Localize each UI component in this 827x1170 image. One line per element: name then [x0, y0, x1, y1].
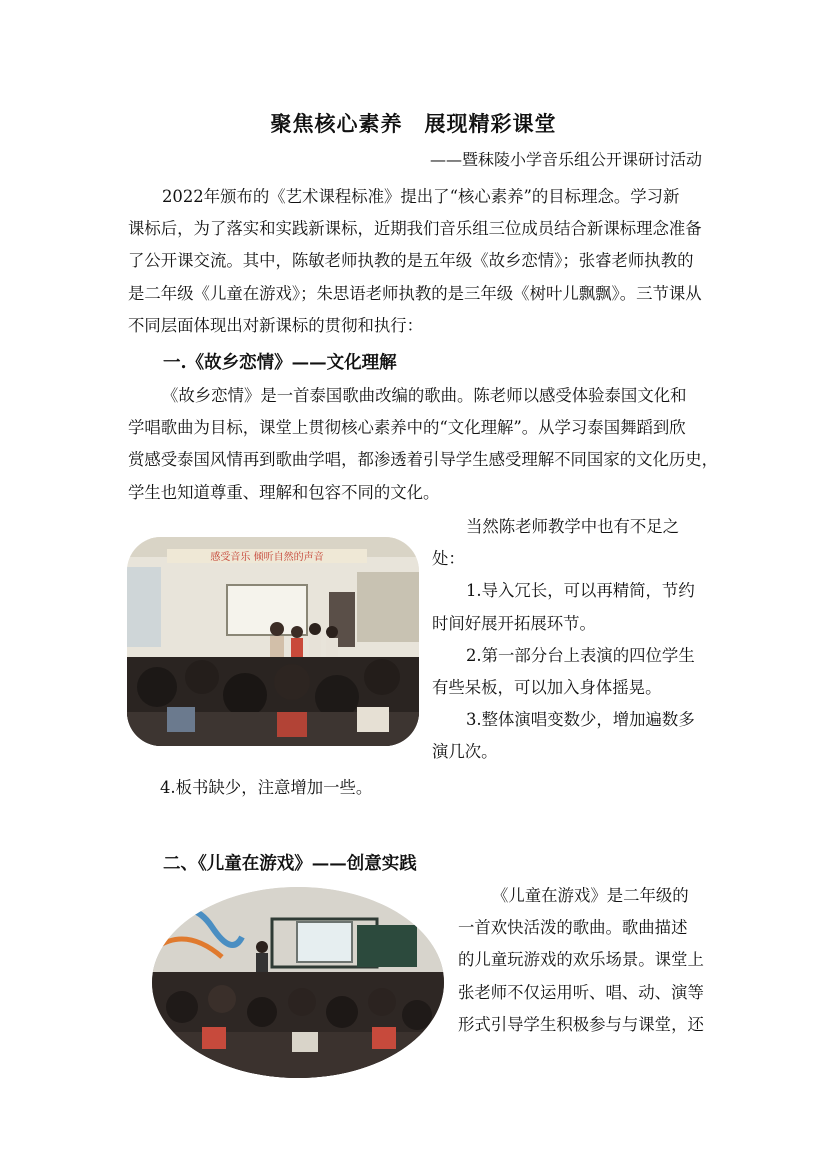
note-item-1: 1.导入冗长，可以再精简，节约 [466, 581, 695, 601]
intro-line: 了公开课交流。其中，陈敏老师执教的是五年级《故乡恋情》；张睿老师执教的 [128, 251, 694, 271]
classroom-photo-2 [152, 887, 444, 1078]
section1-line: 学唱歌曲为目标，课堂上贯彻核心素养中的“文化理解”。从学习泰国舞蹈到欣 [128, 418, 686, 438]
section1-paragraph [128, 380, 719, 509]
note-item-4 [160, 772, 372, 804]
section1-heading: 一.《故乡恋情》——文化理解 [163, 353, 397, 373]
note-line: 当然陈老师教学中也有不足之 [466, 517, 680, 536]
intro-line: 不同层面体现出对新课标的贯彻和执行： [128, 315, 424, 335]
note-item-3: 3.整体演唱变数少，增加遍数多 [466, 710, 695, 730]
section2-line: 《儿童在游戏》是二年级的 [492, 886, 689, 905]
banner-text: 感受音乐 倾听自然的声音 [210, 552, 324, 563]
note-item-2: 2.第一部分台上表演的四位学生 [466, 645, 695, 665]
page-subtitle: ——暨秣陵小学音乐组公开课研讨活动 [429, 150, 702, 169]
classroom-scene-1 [127, 537, 419, 746]
section1-side-notes [432, 511, 702, 769]
note-line: 有些呆板，可以加入身体摇晃。 [432, 677, 662, 697]
section2-line: 一首欢快活泼的歌曲。歌曲描述 [458, 918, 688, 938]
section1-line: 《故乡恋情》是一首泰国歌曲改编的歌曲。陈老师以感受体验泰国文化和 [162, 386, 687, 405]
section2-line: 的儿童玩游戏的欢乐场景。课堂上 [458, 950, 704, 970]
note-line: 处： [432, 549, 465, 569]
section2-paragraph [458, 880, 706, 1041]
classroom-photo-1 [127, 537, 419, 746]
section2-line: 张老师不仅运用听、唱、动、演等 [458, 982, 704, 1002]
section1-line: 赏感受泰国风情再到歌曲学唱，都渗透着引导学生感受理解不同国家的文化历史， [128, 450, 719, 470]
section2-heading: 二、《儿童在游戏》——创意实践 [163, 854, 417, 874]
note-line: 时间好展开拓展环节。 [432, 613, 596, 633]
intro-line: 2022年颁布的《艺术课程标准》提出了“核心素养”的目标理念。学习新 [162, 187, 680, 206]
classroom-scene-2 [152, 887, 444, 1078]
note-line: 演几次。 [432, 742, 498, 762]
page-title: 聚焦核心素养 展现精彩课堂 [270, 111, 557, 136]
intro-paragraph [128, 181, 700, 342]
intro-line: 是二年级《儿童在游戏》；朱思语老师执教的是三年级《树叶儿飘飘》。三节课从 [128, 283, 702, 303]
note-item-4-text: 4.板书缺少，注意增加一些。 [160, 778, 373, 797]
section2-line: 形式引导学生积极参与与课堂，还 [458, 1014, 704, 1034]
intro-line: 课标后，为了落实和实践新课标，近期我们音乐组三位成员结合新课标理念准备 [128, 219, 702, 239]
section1-line: 学生也知道尊重、理解和包容不同的文化。 [128, 482, 440, 502]
